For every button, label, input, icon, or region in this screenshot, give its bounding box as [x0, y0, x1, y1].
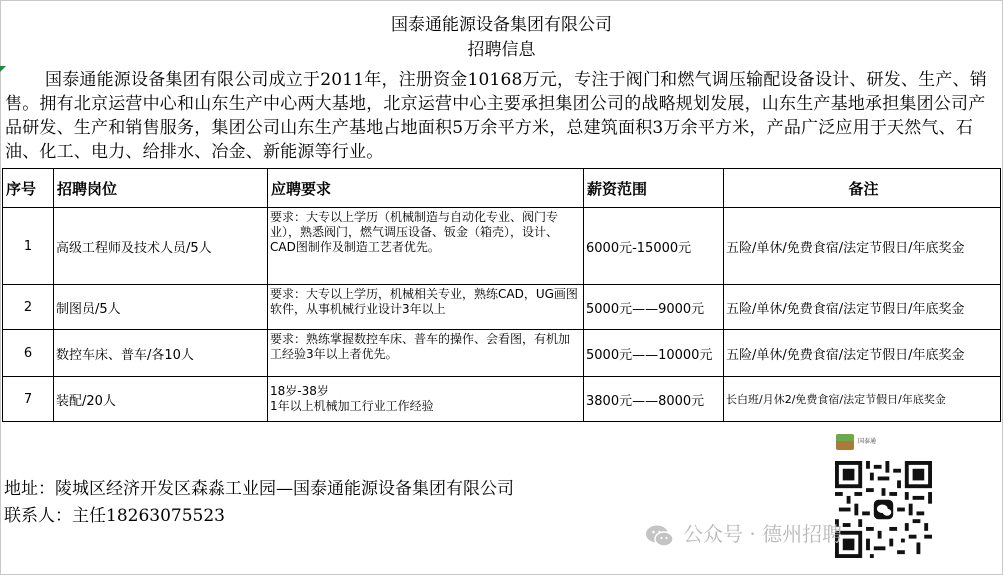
wechat-icon — [645, 524, 675, 548]
row-requirement: 要求：大专以上学历（机械制造与自动化专业、阀门专业），熟悉阀门，燃气调压设备、钣金（箱壳），设计、CAD图制作及制造工艺者优先。 — [268, 208, 584, 285]
header-salary: 薪资范围 — [584, 169, 724, 208]
contact-person: 联系人：主任18263075523 — [4, 506, 225, 526]
row-note: 五险/单休/免费食宿/法定节假日/年底奖金 — [724, 208, 1001, 285]
company-title: 国泰通能源设备集团有限公司 — [391, 15, 612, 35]
row-no: 2 — [3, 285, 54, 330]
row-salary: 6000元-15000元 — [584, 208, 724, 285]
row-note: 长白班/月休2/免费食宿/法定节假日/年底奖金 — [724, 377, 1001, 422]
company-address: 地址：陵城区经济开发区森淼工业园—国泰通能源设备集团有限公司 — [4, 479, 514, 499]
row-position: 装配/20人 — [54, 377, 268, 422]
qr-code-icon — [835, 461, 932, 558]
row-salary: 5000元——9000元 — [584, 285, 724, 330]
row-requirement — [268, 377, 584, 422]
company-intro: 国泰通能源设备集团有限公司成立于2011年，注册资金10168万元，专注于阀门和燃气调压输配设备设计、研发、生产、销售。拥有北京运营中心和山东生产中心两大基地，北京运营中心主要承担集团公司的战略规划发展，山东生产基地承担集团公司产品研发、生产和销售服务，集团公司山东生产基地占地面积5万余平方米，总建筑面积3万余平方米，产品广泛应用于天然气、石油、化工、电力、给排水、冶金、新能源等行业。 — [5, 70, 987, 162]
header-note: 备注 — [724, 169, 1001, 208]
row-requirement: 要求：大专以上学历，机械相关专业，熟练CAD，UG画图软件，从事机械行业设计3年以上 — [268, 285, 584, 330]
row-note: 五险/单休/免费食宿/法定节假日/年底奖金 — [724, 285, 1001, 330]
row-position: 数控车床、普车/各10人 — [54, 330, 268, 377]
requirement-line: 18岁-38岁 — [270, 384, 329, 398]
account-avatar — [836, 434, 854, 450]
header-no: 序号 — [3, 169, 54, 208]
row-note: 五险/单休/免费食宿/法定节假日/年底奖金 — [724, 330, 1001, 377]
header-position: 招聘岗位 — [54, 169, 268, 208]
table-row — [3, 377, 1001, 422]
header-requirement: 应聘要求 — [268, 169, 584, 208]
table-header-row — [3, 169, 1001, 208]
table-row — [3, 330, 1001, 377]
row-no: 7 — [3, 377, 54, 422]
row-salary: 3800元——8000元 — [584, 377, 724, 422]
row-no: 6 — [3, 330, 54, 377]
recruitment-table — [2, 168, 1001, 422]
page-subtitle: 招聘信息 — [467, 40, 536, 60]
watermark-text: 公众号 · 德州招聘 — [683, 522, 843, 546]
table-row — [3, 208, 1001, 285]
table-row — [3, 285, 1001, 330]
watermark — [645, 518, 842, 548]
account-name: 国泰通 — [858, 438, 877, 445]
row-requirement: 要求：熟练掌握数控车床、普车的操作、会看图，有机加工经验3年以上者优先。 — [268, 330, 584, 377]
row-position: 制图员/5人 — [54, 285, 268, 330]
row-salary: 5000元——10000元 — [584, 330, 724, 377]
row-no: 1 — [3, 208, 54, 285]
row-position: 高级工程师及技术人员/5人 — [54, 208, 268, 285]
requirement-line: 1年以上机械加工行业工作经验 — [270, 399, 434, 413]
